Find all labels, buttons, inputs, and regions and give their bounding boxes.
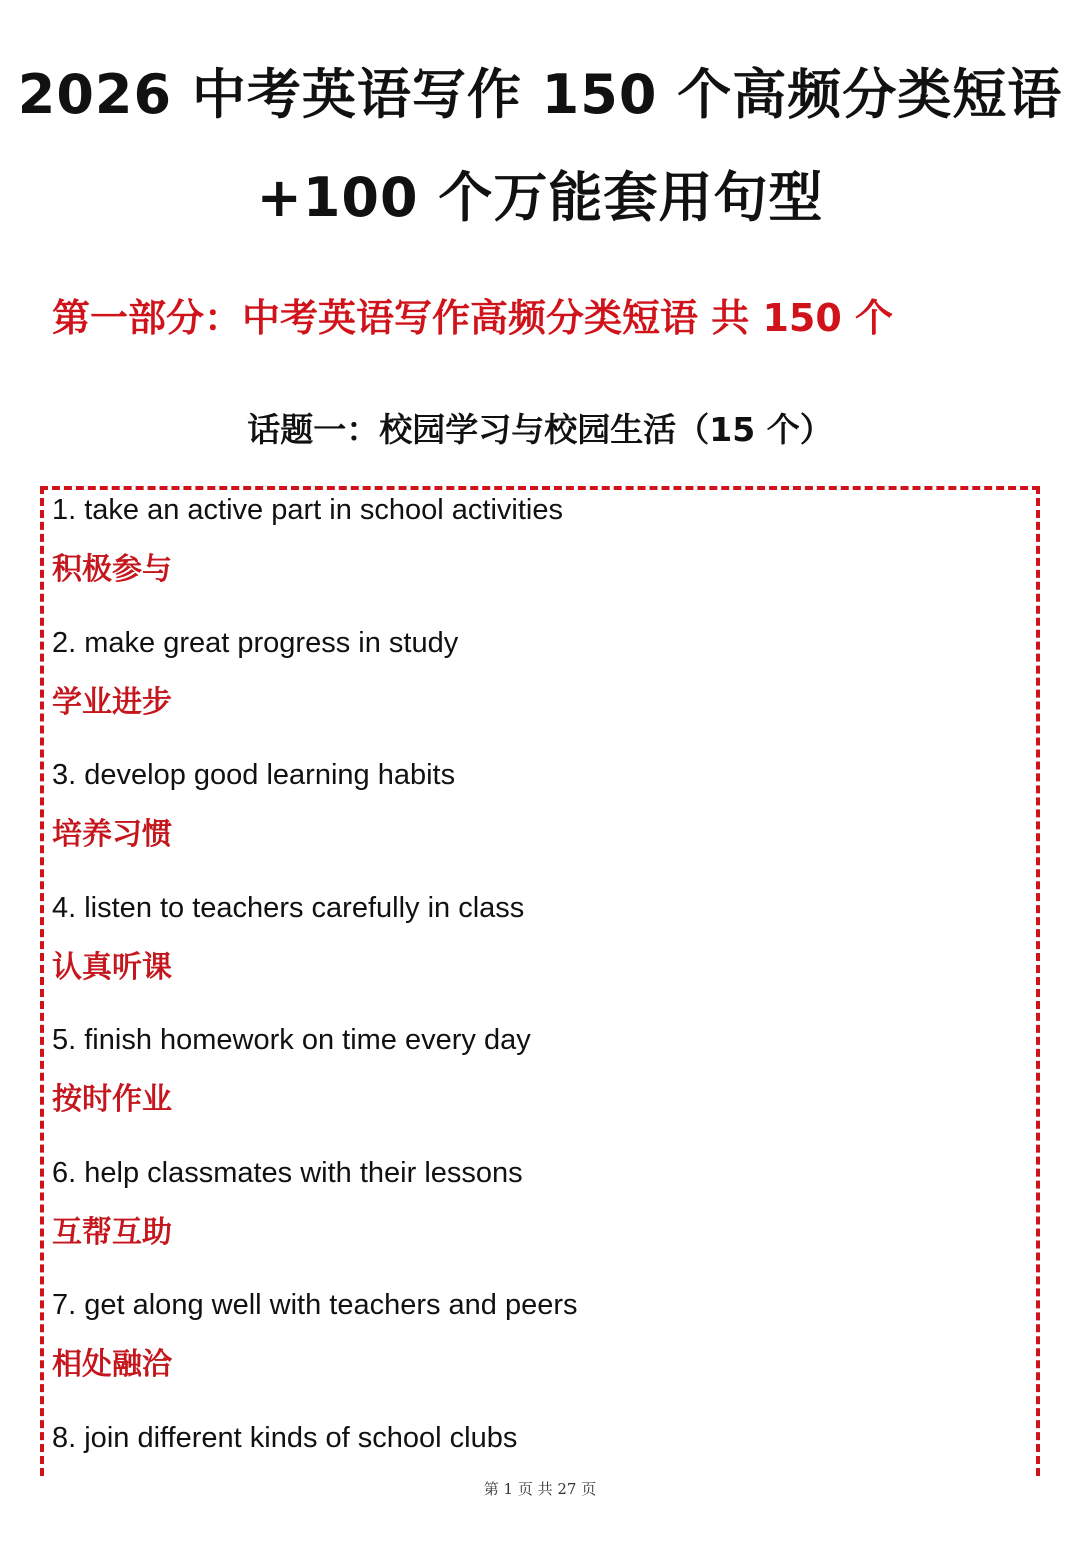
- phrase-english: 4. listen to teachers carefully in class: [52, 888, 524, 928]
- phrase-english: 5. finish homework on time every day: [52, 1020, 531, 1060]
- phrase-chinese: 按时作业: [52, 1080, 172, 1120]
- phrase-english: 3. develop good learning habits: [52, 755, 455, 795]
- topic-heading: 话题一：校园学习与校园生活（15 个）: [0, 404, 1080, 451]
- phrase-chinese: 相处融洽: [52, 1345, 172, 1385]
- phrase-item: [52, 1285, 1032, 1418]
- phrase-chinese: 培养习惯: [52, 815, 172, 855]
- phrase-item: [52, 623, 1032, 756]
- part-heading: 第一部分：中考英语写作高频分类短语 共 150 个: [52, 287, 893, 342]
- phrase-item: [52, 1020, 1032, 1153]
- phrase-item: [52, 1153, 1032, 1286]
- phrase-list: [52, 490, 1032, 1550]
- phrase-english: 2. make great progress in study: [52, 623, 458, 663]
- phrase-english: 1. take an active part in school activities: [52, 490, 563, 530]
- phrase-chinese: 互帮互助: [52, 1213, 172, 1253]
- phrase-item: [52, 490, 1032, 623]
- phrase-chinese: 积极参与: [52, 550, 172, 590]
- phrase-chinese: 学业进步: [52, 683, 172, 723]
- document-title-line-2: +100 个万能套用句型: [0, 155, 1080, 232]
- phrase-english: 8. join different kinds of school clubs: [52, 1418, 517, 1458]
- phrase-item: [52, 755, 1032, 888]
- page-footer: 第 1 页 共 27 页: [0, 1478, 1080, 1499]
- phrase-chinese: 认真听课: [52, 948, 172, 988]
- document-title-line-1: 2026 中考英语写作 150 个高频分类短语: [0, 52, 1080, 129]
- phrase-item: [52, 888, 1032, 1021]
- phrase-english: 7. get along well with teachers and peers: [52, 1285, 578, 1325]
- phrase-english: 6. help classmates with their lessons: [52, 1153, 523, 1193]
